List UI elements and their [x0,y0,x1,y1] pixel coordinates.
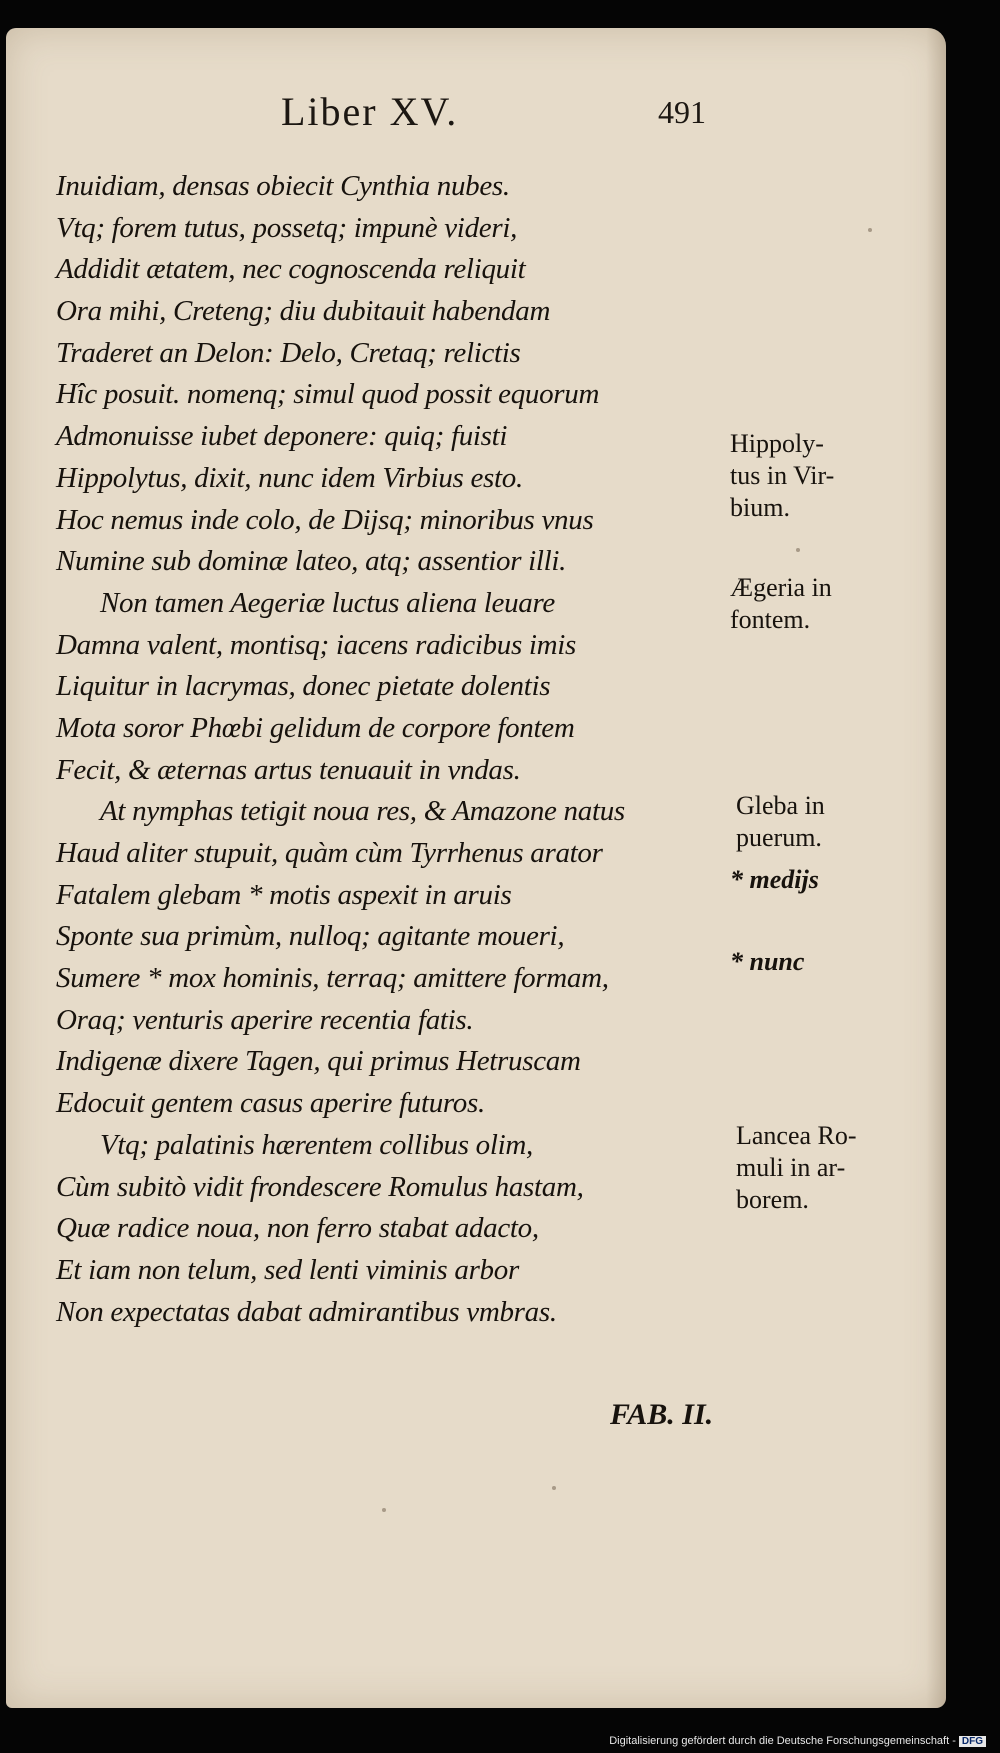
margin-note-line: bium. [730,493,790,522]
verse-line: Cùm subitò vidit frondescere Romulus hastam, [56,1170,584,1203]
margin-note-hippolytus [730,428,834,524]
verse-line: Hippolytus, dixit, nunc idem Virbius esto. [56,461,523,494]
verse-line: Numine sub dominæ lateo, atq; assentior illi. [56,545,567,578]
verse-line: Traderet an Delon: Delo, Cretaq; relictis [56,336,521,369]
paper-speck [868,228,872,232]
margin-note-line: Ægeria in [730,573,832,602]
verse-line: Non tamen Aegeriæ luctus aliena leuare [100,586,555,619]
verse-line: Admonuisse iubet deponere: quiq; fuisti [56,420,508,453]
paper-speck [796,548,800,552]
margin-note-line: puerum. [736,823,822,852]
margin-note-lancea [736,1120,857,1216]
verse-line: Damna valent, montisq; iacens radicibus imis [56,628,577,661]
margin-note-gleba [736,790,825,854]
verse-line: Sponte sua primùm, nulloq; agitante moueri, [56,920,565,953]
verse-line: At nymphas tetigit noua res, & Amazone natus [100,795,625,828]
margin-note-line: borem. [736,1185,809,1214]
verse-line: Oraq; venturis aperire recentia fatis. [56,1003,474,1036]
verse-line: Addidit ætatem, nec cognoscenda reliquit [56,253,526,286]
verse-line: Liquitur in lacrymas, donec pietate dolentis [56,670,551,703]
dfg-logo: DFG [959,1736,986,1747]
margin-note-line: muli in ar- [736,1153,846,1182]
verse-line: Hoc nemus inde colo, de Dijsq; minoribus vnus [56,503,594,536]
credit-text: Digitalisierung gefördert durch die Deutsche Forschungsgemeinschaft - [609,1735,956,1747]
paper-speck [552,1486,556,1490]
page-edge-shadow [926,28,946,1708]
verse-line: Fatalem glebam * motis aspexit in aruis [56,878,512,911]
verse-line: Non expectatas dabat admirantibus vmbras. [56,1295,557,1328]
verse-line: Fecit, & æternas artus tenuauit in vndas. [56,753,521,786]
verse-line: Mota soror Phœbi gelidum de corpore fontem [56,711,575,744]
paper-speck [382,1508,386,1512]
margin-note-line: fontem. [730,605,811,634]
margin-note-variant-medijs [730,864,819,896]
book-page [6,28,946,1708]
verse-line: Sumere * mox hominis, terraq; amittere formam, [56,962,609,995]
verse-line: Hîc posuit. nomenq; simul quod possit equorum [56,378,600,411]
margin-note-line: Gleba in [736,791,825,820]
verse-line: Indigenæ dixere Tagen, qui primus Hetruscam [56,1045,581,1078]
margin-note-line: tus in Vir- [730,461,835,490]
margin-note-variant-nunc [730,946,804,978]
margin-note-line: * nunc [730,947,805,976]
verse-line: Quæ radice noua, non ferro stabat adacto, [56,1212,539,1245]
verse-line: Edocuit gentem casus aperire futuros. [56,1087,485,1120]
verse-line: Ora mihi, Creteng; diu dubitauit habendam [56,295,551,328]
digitization-credit [609,1735,986,1747]
verse-line: Vtq; forem tutus, possetq; impunè videri, [56,211,518,244]
page-number: 491 [658,94,706,130]
verse-line: Haud aliter stupuit, quàm cùm Tyrrhenus arator [56,837,603,869]
margin-note-aegeria [730,572,832,636]
verse-block [56,166,716,1333]
verse-line: Inuidiam, densas obiecit Cynthia nubes. [56,170,510,202]
margin-note-line: * medijs [730,865,819,894]
verse-line: Vtq; palatinis hærentem collibus olim, [100,1128,533,1161]
margin-note-line: Lancea Ro- [736,1121,857,1150]
running-head: Liber XV. [281,89,459,134]
verse-line: Et iam non telum, sed lenti viminis arbor [56,1253,519,1286]
margin-note-line: Hippoly- [730,429,824,458]
catchword: FAB. II. [610,1398,714,1431]
